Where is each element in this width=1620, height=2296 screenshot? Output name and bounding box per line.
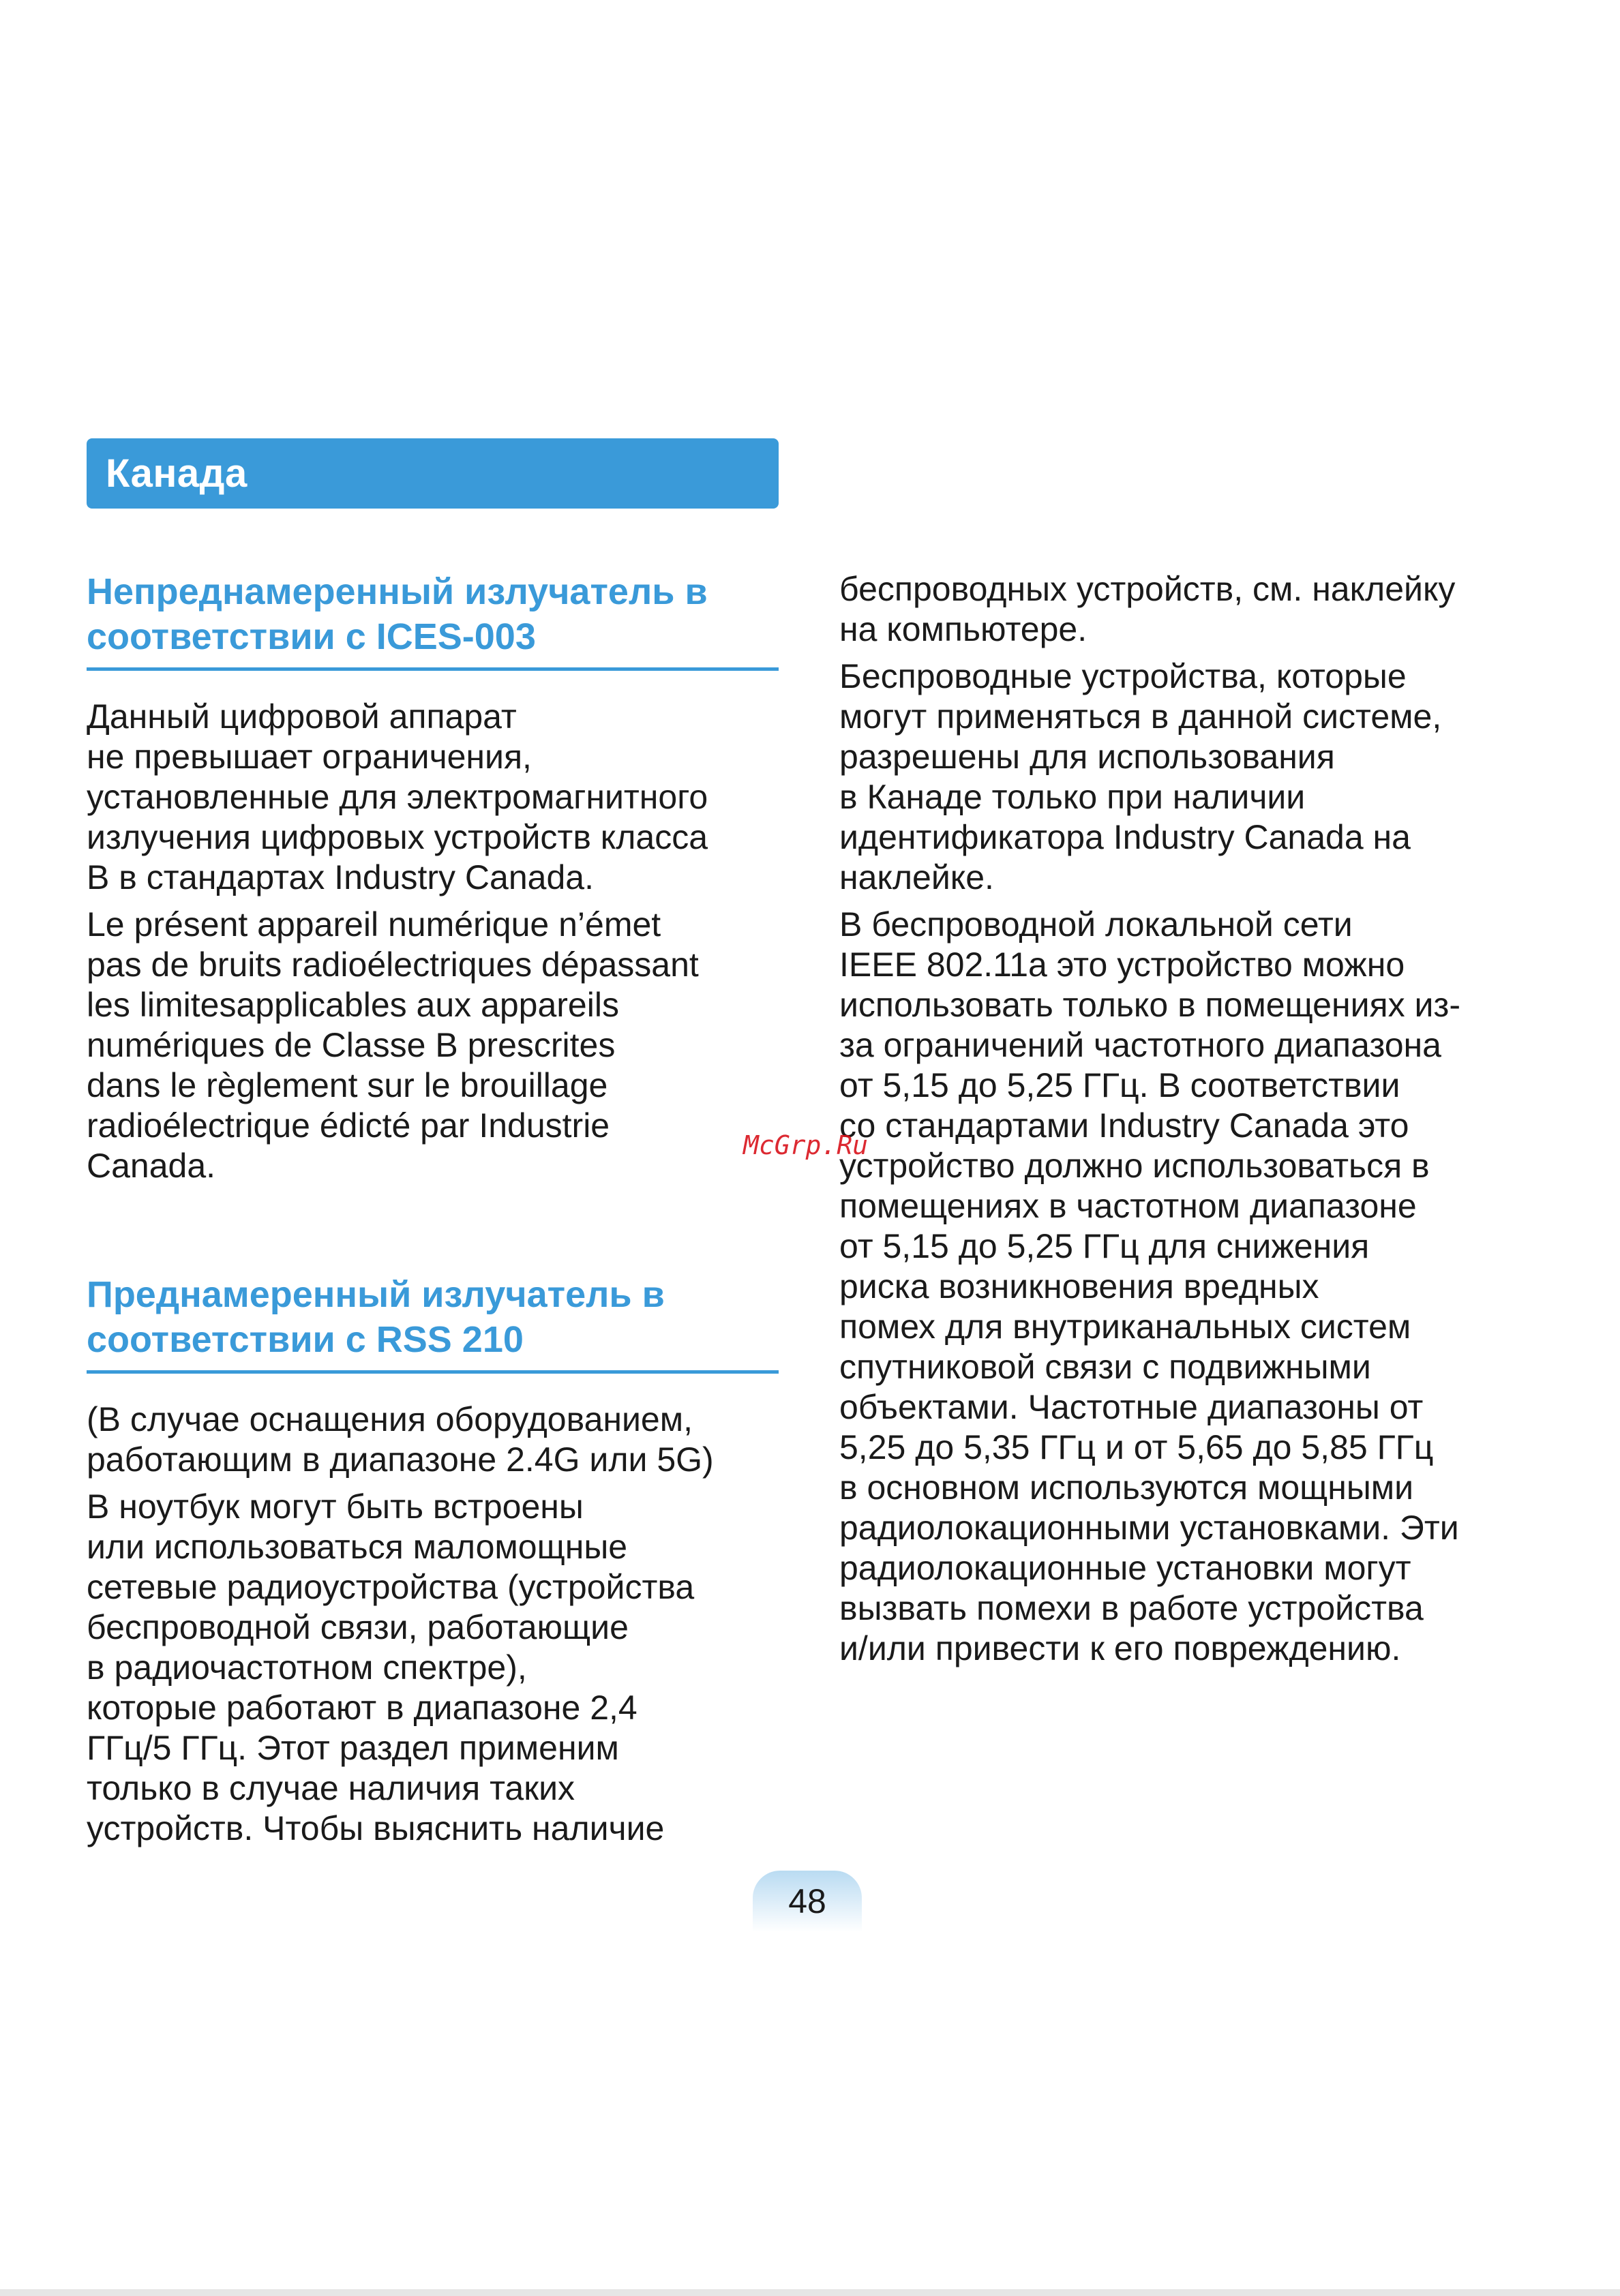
text-line: Canada. [87,1147,216,1185]
text-line: radioélectrique édicté par Industrie [87,1106,610,1145]
text-line: объектами. Частотные диапазоны от [839,1388,1424,1426]
text-line: риска возникновения вредных [839,1267,1319,1305]
heading-rss-210 [87,1272,779,1370]
text-line: Беспроводные устройства, которые [839,657,1407,695]
paragraph-802-11a [839,905,1542,1669]
text-line: идентификатора Industry Canada на [839,818,1411,856]
paragraph-ices-fr [87,905,779,1186]
text-line: в Канаде только при наличии [839,778,1306,816]
text-line: numériques de Classe B prescrites [87,1026,616,1064]
text-line: разрешены для использования [839,738,1335,776]
text-line: IEEE 802.11a это устройство можно [839,946,1405,984]
text-line: излучения цифровых устройств класса [87,818,708,856]
text-line: радиолокационными установками. Эти [839,1509,1459,1547]
text-line: радиолокационные установки могут [839,1549,1411,1587]
section-banner [87,438,779,509]
heading-ices-003-line2: соответствии с ICES-003 [87,616,536,657]
text-line: которые работают в диапазоне 2,4 [87,1689,638,1727]
text-line: в основном используются мощными [839,1468,1414,1507]
paragraph-rss-body [87,1487,779,1849]
right-column [839,569,1542,1676]
text-line: (В случае оснащения оборудованием, [87,1400,693,1438]
text-line: вызвать помехи в работе устройства [839,1589,1424,1627]
text-line: в радиочастотном спектре), [87,1648,527,1687]
paragraph-sticker [839,569,1542,650]
heading-rss-210-line2: соответствии с RSS 210 [87,1319,524,1360]
text-line: наклейке. [839,858,994,896]
text-line: Данный цифровой аппарат [87,697,517,736]
text-line: от 5,15 до 5,25 ГГц для снижения [839,1227,1370,1265]
text-line: pas de bruits radioélectriques dépassant [87,946,699,984]
text-line: или использоваться маломощные [87,1528,628,1566]
watermark: McGrp.Ru [743,1130,869,1160]
heading-underline [87,667,779,671]
text-line: dans le règlement sur le brouillage [87,1066,608,1104]
heading-underline [87,1370,779,1374]
text-line: только в случае наличия таких [87,1769,575,1807]
heading-ices-003 [87,569,779,667]
text-line: les limitesapplicables aux appareils [87,986,619,1024]
paragraph-ices-ru [87,697,779,898]
section-title: Канада [106,451,247,496]
text-line: от 5,15 до 5,25 ГГц. В соответствии [839,1066,1400,1104]
text-line: Le présent appareil numérique n’émet [87,905,661,943]
text-line: работающим в диапазоне 2.4G или 5G) [87,1440,714,1479]
text-line: помещениях в частотном диапазоне [839,1187,1417,1225]
paragraph-rss-note [87,1400,779,1480]
text-line: устройств. Чтобы выяснить наличие [87,1809,665,1847]
text-line: установленные для электромагнитного [87,778,708,816]
text-line: спутниковой связи с подвижными [839,1348,1371,1386]
text-line: устройство должно использоваться в [839,1147,1430,1185]
text-line: на компьютере. [839,610,1088,648]
text-line: могут применяться в данной системе, [839,697,1442,736]
paragraph-allowed-devices [839,656,1542,898]
text-line: за ограничений частотного диапазона [839,1026,1441,1064]
section-spacer [87,1193,779,1272]
text-line: В ноутбук могут быть встроены [87,1487,584,1526]
text-line: помех для внутриканальных систем [839,1308,1411,1346]
heading-ices-003-line1: Непреднамеренный излучатель в [87,571,708,612]
heading-rss-210-line1: Преднамеренный излучатель в [87,1274,665,1315]
text-line: со стандартами Industry Canada это [839,1106,1409,1145]
text-line: беспроводной связи, работающие [87,1608,629,1646]
text-line: В беспроводной локальной сети [839,905,1353,943]
text-line: использовать только в помещениях из- [839,986,1460,1024]
page-number: 48 [788,1882,826,1920]
left-column [87,569,779,1856]
page-bottom-edge [0,2289,1620,2296]
text-line: сетевые радиоустройства (устройства [87,1568,695,1606]
text-line: беспроводных устройств, см. наклейку [839,570,1456,608]
text-line: и/или привести к его повреждению. [839,1629,1401,1667]
page-number-tab [753,1871,862,1932]
text-line: ГГц/5 ГГц. Этот раздел применим [87,1729,619,1767]
text-line: B в стандартах Industry Canada. [87,858,594,896]
text-line: 5,25 до 5,35 ГГц и от 5,65 до 5,85 ГГц [839,1428,1434,1466]
text-line: не превышает ограничения, [87,738,532,776]
